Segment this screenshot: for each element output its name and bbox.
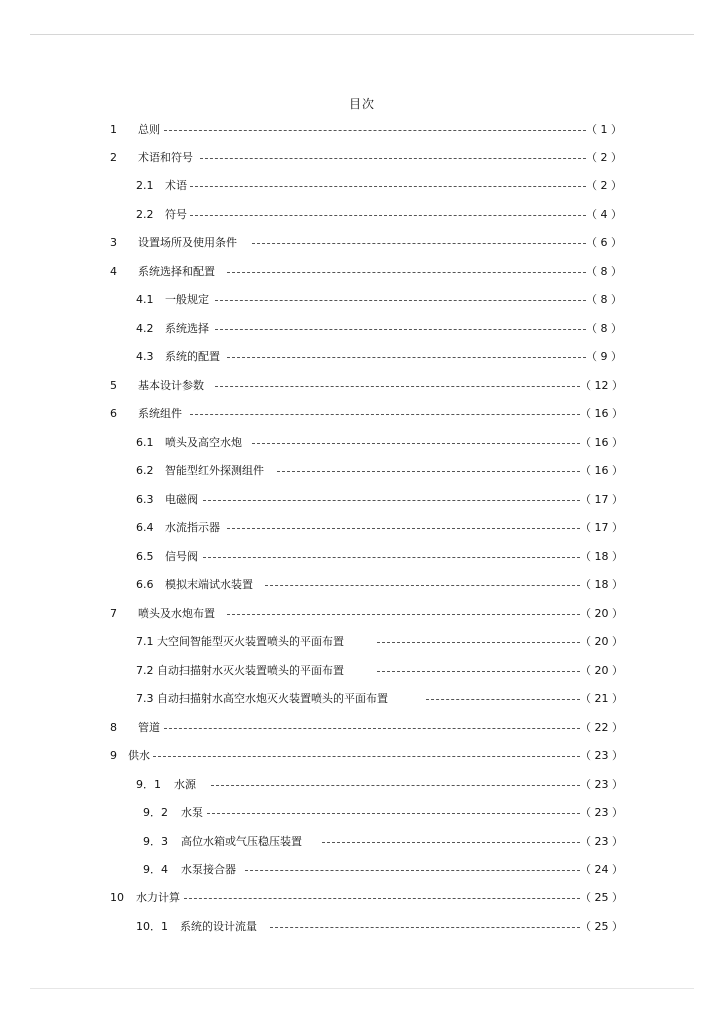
toc-leader-dots xyxy=(322,842,580,843)
toc-entry-number: 4.1 xyxy=(136,293,154,306)
toc-leader-dots xyxy=(203,557,580,558)
toc-entry[interactable] xyxy=(0,518,724,538)
toc-entry-page: （ 23 ） xyxy=(580,749,623,762)
toc-entry-number: 6.5 xyxy=(136,550,154,563)
toc-entry-page: （ 16 ） xyxy=(580,436,623,449)
toc-entry-title: 模拟末端试水装置 xyxy=(165,578,253,591)
toc-entry-title: 水泵 xyxy=(181,806,203,819)
toc-entry-number: 6.3 xyxy=(136,493,154,506)
toc-entry-number: 3 xyxy=(110,236,117,249)
toc-entry-title: 术语和符号 xyxy=(138,151,193,164)
toc-leader-dots xyxy=(190,215,586,216)
toc-leader-dots xyxy=(164,130,586,131)
toc-leader-dots xyxy=(203,500,580,501)
toc-entry[interactable] xyxy=(0,176,724,196)
toc-entry-number: 10．1 xyxy=(136,920,168,933)
toc-entry-number: 9．1 xyxy=(136,778,161,791)
toc-entry[interactable] xyxy=(0,661,724,681)
toc-entry-title: 电磁阀 xyxy=(165,493,198,506)
toc-entry-page: （ 20 ） xyxy=(580,635,623,648)
toc-entry-page: （ 9 ） xyxy=(586,350,622,363)
toc-leader-dots xyxy=(190,414,580,415)
toc-entry[interactable] xyxy=(0,803,724,823)
toc-entry-title: 系统的配置 xyxy=(165,350,220,363)
top-divider xyxy=(30,34,694,35)
toc-entry[interactable] xyxy=(0,319,724,339)
toc-leader-dots xyxy=(215,300,586,301)
toc-entry-number: 2.2 xyxy=(136,208,154,221)
toc-entry-title: 水流指示器 xyxy=(165,521,220,534)
toc-entry[interactable] xyxy=(0,888,724,908)
toc-entry-number: 7.1 xyxy=(136,635,154,648)
toc-entry[interactable] xyxy=(0,689,724,709)
toc-entry-number: 1 xyxy=(110,123,117,136)
toc-entry-page: （ 8 ） xyxy=(586,322,622,335)
toc-entry-number: 6 xyxy=(110,407,117,420)
toc-entry-number: 5 xyxy=(110,379,117,392)
toc-entry[interactable] xyxy=(0,547,724,567)
toc-entry-title: 系统选择 xyxy=(165,322,209,335)
toc-leader-dots xyxy=(184,898,580,899)
toc-entry-page: （ 23 ） xyxy=(580,806,623,819)
toc-entry-number: 4.3 xyxy=(136,350,154,363)
toc-entry-page: （ 25 ） xyxy=(580,920,623,933)
toc-leader-dots xyxy=(164,728,580,729)
toc-entry[interactable] xyxy=(0,120,724,140)
toc-entry-page: （ 23 ） xyxy=(580,778,623,791)
toc-entry-number: 6.1 xyxy=(136,436,154,449)
toc-entry-page: （ 16 ） xyxy=(580,464,623,477)
toc-entry-number: 4 xyxy=(110,265,117,278)
toc-entry-number: 2 xyxy=(110,151,117,164)
toc-entry-page: （ 24 ） xyxy=(580,863,623,876)
toc-entry-page: （ 2 ） xyxy=(586,179,622,192)
toc-entry-number: 9．3 xyxy=(143,835,168,848)
toc-entry-title: 信号阀 xyxy=(165,550,198,563)
toc-entry[interactable] xyxy=(0,433,724,453)
toc-entry-number: 6.6 xyxy=(136,578,154,591)
toc-entry[interactable] xyxy=(0,461,724,481)
toc-leader-dots xyxy=(227,272,586,273)
toc-leader-dots xyxy=(190,186,586,187)
toc-entry[interactable] xyxy=(0,775,724,795)
toc-entry-page: （ 1 ） xyxy=(586,123,622,136)
toc-entry-number: 2.1 xyxy=(136,179,154,192)
toc-entry-title: 基本设计参数 xyxy=(138,379,204,392)
toc-leader-dots xyxy=(265,585,580,586)
toc-entry-title: 一般规定 xyxy=(165,293,209,306)
toc-entry-page: （ 18 ） xyxy=(580,550,623,563)
toc-entry-page: （ 20 ） xyxy=(580,664,623,677)
toc-entry-page: （ 16 ） xyxy=(580,407,623,420)
toc-entry-title: 管道 xyxy=(138,721,160,734)
toc-entry-title: 总则 xyxy=(138,123,160,136)
toc-entry-title: 智能型红外探测组件 xyxy=(165,464,264,477)
toc-entry-page: （ 12 ） xyxy=(580,379,623,392)
toc-entry-title: 供水 xyxy=(128,749,150,762)
toc-entry-page: （ 17 ） xyxy=(580,493,623,506)
toc-entry-number: 4.2 xyxy=(136,322,154,335)
toc-entry[interactable] xyxy=(0,233,724,253)
toc-leader-dots xyxy=(227,614,580,615)
toc-entry-title: 系统的设计流量 xyxy=(180,920,257,933)
toc-entry-page: （ 4 ） xyxy=(586,208,622,221)
toc-entry-title: 自动扫描射水灭火装置喷头的平面布置 xyxy=(157,664,344,677)
toc-leader-dots xyxy=(207,813,580,814)
toc-entry-number: 6.4 xyxy=(136,521,154,534)
toc-entry-page: （ 8 ） xyxy=(586,293,622,306)
toc-entry[interactable] xyxy=(0,376,724,396)
toc-entry[interactable] xyxy=(0,917,724,937)
toc-entry-page: （ 20 ） xyxy=(580,607,623,620)
toc-entry[interactable] xyxy=(0,205,724,225)
toc-entry[interactable] xyxy=(0,832,724,852)
toc-leader-dots xyxy=(200,158,586,159)
toc-leader-dots xyxy=(227,528,580,529)
toc-entry[interactable] xyxy=(0,347,724,367)
toc-entry-page: （ 6 ） xyxy=(586,236,622,249)
toc-leader-dots xyxy=(245,870,580,871)
toc-entry-title: 水力计算 xyxy=(136,891,180,904)
toc-leader-dots xyxy=(215,386,580,387)
toc-entry-title: 设置场所及使用条件 xyxy=(138,236,237,249)
toc-entry-page: （ 25 ） xyxy=(580,891,623,904)
toc-leader-dots xyxy=(252,243,586,244)
toc-entry-title: 符号 xyxy=(165,208,187,221)
toc-entry[interactable] xyxy=(0,404,724,424)
toc-entry-page: （ 18 ） xyxy=(580,578,623,591)
toc-entry[interactable] xyxy=(0,632,724,652)
toc-entry-title: 高位水箱或气压稳压装置 xyxy=(181,835,302,848)
toc-entry[interactable] xyxy=(0,860,724,880)
toc-entry-number: 9．2 xyxy=(143,806,168,819)
toc-entry-page: （ 21 ） xyxy=(580,692,623,705)
toc-entry-number: 10 xyxy=(110,891,124,904)
toc-entry[interactable] xyxy=(0,148,724,168)
toc-entry-title: 系统选择和配置 xyxy=(138,265,215,278)
toc-leader-dots xyxy=(377,642,580,643)
toc-entry-title: 喷头及高空水炮 xyxy=(165,436,242,449)
toc-title: 目次 xyxy=(348,97,375,111)
toc-entry[interactable] xyxy=(0,746,724,766)
toc-entry-number: 9 xyxy=(110,749,117,762)
toc-entry-page: （ 23 ） xyxy=(580,835,623,848)
toc-entry-title: 自动扫描射水高空水炮灭火装置喷头的平面布置 xyxy=(157,692,388,705)
toc-entry-title: 喷头及水炮布置 xyxy=(138,607,215,620)
toc-entry[interactable] xyxy=(0,718,724,738)
toc-entry-title: 水泵接合器 xyxy=(181,863,236,876)
bottom-divider xyxy=(30,988,694,989)
toc-entry-page: （ 8 ） xyxy=(586,265,622,278)
toc-entry-number: 8 xyxy=(110,721,117,734)
toc-leader-dots xyxy=(215,329,586,330)
toc-entry-number: 7.2 xyxy=(136,664,154,677)
toc-leader-dots xyxy=(153,756,580,757)
toc-entry-title: 水源 xyxy=(174,778,196,791)
toc-leader-dots xyxy=(377,671,580,672)
toc-entry-page: （ 22 ） xyxy=(580,721,623,734)
toc-entry-page: （ 2 ） xyxy=(586,151,622,164)
toc-entry[interactable] xyxy=(0,604,724,624)
toc-entry-number: 9．4 xyxy=(143,863,168,876)
toc-leader-dots xyxy=(211,785,580,786)
toc-entry[interactable] xyxy=(0,262,724,282)
toc-entry-number: 7 xyxy=(110,607,117,620)
toc-entry-title: 系统组件 xyxy=(138,407,182,420)
toc-entry-number: 6.2 xyxy=(136,464,154,477)
toc-leader-dots xyxy=(270,927,580,928)
toc-leader-dots xyxy=(277,471,580,472)
toc-entry[interactable] xyxy=(0,575,724,595)
toc-entry[interactable] xyxy=(0,490,724,510)
toc-entry-title: 术语 xyxy=(165,179,187,192)
toc-leader-dots xyxy=(426,699,580,700)
toc-entry-number: 7.3 xyxy=(136,692,154,705)
toc-entry-title: 大空间智能型灭火装置喷头的平面布置 xyxy=(157,635,344,648)
toc-entry[interactable] xyxy=(0,290,724,310)
toc-entry-page: （ 17 ） xyxy=(580,521,623,534)
toc-leader-dots xyxy=(227,357,586,358)
toc-leader-dots xyxy=(252,443,580,444)
